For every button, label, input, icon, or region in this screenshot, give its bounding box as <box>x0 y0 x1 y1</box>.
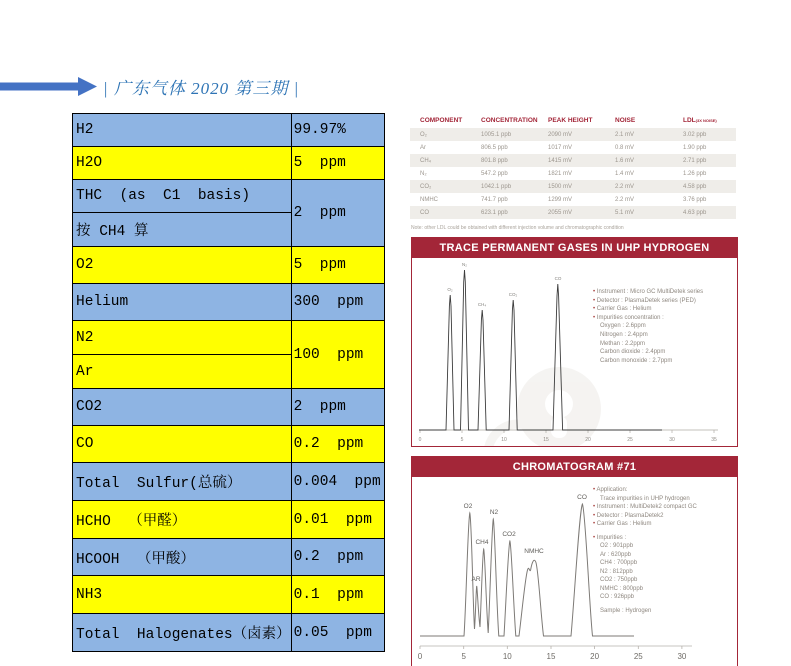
table-cell: 547.2 ppb <box>481 170 508 177</box>
axis-tick-label: 15 <box>543 437 549 443</box>
table-cell: 1.26 ppb <box>683 170 707 177</box>
spec-value-cell: 0.2 ppm <box>291 426 384 463</box>
table-row <box>410 193 736 206</box>
table-cell: NMHC <box>420 196 438 203</box>
axis-tick-label: 20 <box>590 652 600 661</box>
table-row <box>410 154 736 167</box>
bullet-item: • Instrument : MultiDetek2 compact GC <box>593 503 697 512</box>
peak-label: CO <box>577 494 587 501</box>
bullet-item: Methan : 2.2ppm <box>600 340 646 347</box>
table-cell: O₂ <box>420 131 427 138</box>
spec-row <box>73 614 385 652</box>
bullet-item: O2 : 901ppb <box>600 543 634 549</box>
column-header: LDL(3X NOISE) <box>683 116 717 124</box>
spec-row <box>73 539 385 576</box>
axis-tick-label: 5 <box>461 652 466 661</box>
bullet-item: • Application: <box>593 486 697 495</box>
table-cell: 1299 mV <box>548 196 573 203</box>
bullet-item: CH4 : 700ppb <box>600 560 638 566</box>
axis-tick-label: 20 <box>585 437 591 443</box>
spec-row <box>73 426 385 463</box>
column-header: NOISE <box>615 116 636 124</box>
spec-value-cell: 5 ppm <box>291 247 384 284</box>
table-cell: 1821 mV <box>548 170 573 177</box>
axis-tick-label: 0 <box>417 652 423 661</box>
spec-value-cell: 5 ppm <box>291 147 384 180</box>
bullet-item: • Detector : PlasmaDetek2 <box>593 512 697 521</box>
table-row <box>410 141 736 154</box>
spec-value-cell: 100 ppm <box>291 321 384 389</box>
table-row <box>410 180 736 193</box>
spec-component-cell: H2 <box>73 114 292 147</box>
bullet-item: Ar : 620ppb <box>600 551 632 558</box>
spec-row <box>73 247 385 284</box>
table-cell: 1500 mV <box>548 183 573 190</box>
spec-component-cell: CO2 <box>73 389 292 426</box>
table-cell: 1005.1 ppb <box>481 131 512 138</box>
bullet-item: Nitrogen : 2.4ppm <box>600 331 648 338</box>
axis-tick-label: 10 <box>502 652 512 661</box>
peak-label: O2 <box>463 503 473 510</box>
spec-component-cell: THC (as C1 basis) <box>73 180 292 213</box>
axis-tick-label: 25 <box>627 437 633 443</box>
peak-label: CO2 <box>502 531 516 538</box>
spec-component-cell: Total Halogenates（卤素） <box>73 614 292 652</box>
bullet-item: NMHC : 800ppb <box>600 585 644 592</box>
axis-tick-label: 5 <box>460 437 464 443</box>
table-cell: 806.5 ppb <box>481 144 508 151</box>
bullet-item: N2 : 812ppb <box>600 568 633 575</box>
spec-value-cell: 2 ppm <box>291 180 384 247</box>
spec-component-cell: Total Sulfur(总硫） <box>73 463 292 501</box>
bullet-item: • Detector : PlasmaDetek series (PED) <box>593 297 703 306</box>
table-cell: N₂ <box>420 170 427 177</box>
axis-tick-label: 35 <box>711 437 717 443</box>
table-cell: CO₂ <box>420 183 432 190</box>
table-cell: 2.1 mV <box>615 131 635 138</box>
spec-row <box>73 114 385 147</box>
table-cell: 1415 mV <box>548 157 573 164</box>
bullet-item: • Impurities : <box>593 534 697 543</box>
spec-row <box>73 321 385 355</box>
spec-value-cell: 2 ppm <box>291 389 384 426</box>
spec-component-cell: CO <box>73 426 292 463</box>
spec-value-cell: 300 ppm <box>291 284 384 321</box>
spec-component-cell: N2 <box>73 321 292 355</box>
spec-value-cell: 99.97% <box>291 114 384 147</box>
peak-label: NMHC <box>524 548 544 555</box>
table-cell: 3.76 ppb <box>683 196 707 203</box>
bullet-item: Oxygen : 2.6ppm <box>600 323 646 330</box>
axis-tick-label: 30 <box>677 652 687 661</box>
spec-component-cell: HCHO （甲醛） <box>73 501 292 539</box>
column-header: COMPONENT <box>420 116 463 124</box>
datasheet-header-row <box>410 112 736 128</box>
table-cell: 623.1 ppb <box>481 209 508 216</box>
table-cell: 1.90 ppb <box>683 144 707 151</box>
spec-value-cell: 0.05 ppm <box>291 614 384 652</box>
table-row <box>410 206 736 219</box>
datasheet-table <box>410 112 736 219</box>
table-cell: 741.7 ppb <box>481 196 508 203</box>
peak-label: AR <box>471 576 481 583</box>
spec-component-cell: Helium <box>73 284 292 321</box>
column-header: CONCENTRATION <box>481 116 538 124</box>
spec-row <box>73 576 385 614</box>
bullet-item: Carbon dioxide : 2.4ppm <box>600 349 666 356</box>
spec-value-cell: 0.1 ppm <box>291 576 384 614</box>
spec-value-cell: 0.004 ppm <box>291 463 384 501</box>
spec-row <box>73 463 385 501</box>
peak-label: CH4 <box>475 539 489 546</box>
spec-row <box>73 147 385 180</box>
table-cell: 0.8 mV <box>615 144 635 151</box>
table-cell: 4.58 ppb <box>683 183 707 190</box>
table-cell: Ar <box>420 144 426 151</box>
table-cell: 1.6 mV <box>615 157 635 164</box>
peak-label: CO₂ <box>508 292 518 297</box>
panel-chromatogram-71 <box>411 456 738 666</box>
spec-component-cell: 按 CH4 算 <box>73 213 292 247</box>
table-cell: CO <box>420 209 429 216</box>
peak-label: N2 <box>489 509 499 516</box>
table-cell: 2090 mV <box>548 131 573 138</box>
table-row <box>410 167 736 180</box>
spec-component-cell: Ar <box>73 355 292 389</box>
watermark-icon <box>488 367 601 446</box>
axis-tick-label: 25 <box>633 652 643 661</box>
spec-value-cell: 0.01 ppm <box>291 501 384 539</box>
table-row <box>410 128 736 141</box>
bullet-item: CO : 926ppb <box>600 594 635 600</box>
spec-row <box>73 501 385 539</box>
table-cell: 5.1 mV <box>615 209 635 216</box>
peak-label: CO <box>554 276 562 281</box>
spec-row <box>73 389 385 426</box>
table-cell: 4.63 ppb <box>683 209 707 216</box>
page-title: | 广东气体 2020 第三期 | <box>103 79 300 98</box>
banner-title: CHROMATOGRAM #71 <box>412 457 737 477</box>
spec-row <box>73 284 385 321</box>
table-cell: CH₄ <box>420 157 432 164</box>
table-cell: 2.2 mV <box>615 196 635 203</box>
bullet-list <box>593 486 697 615</box>
axis-tick-label: 10 <box>501 437 507 443</box>
table-cell: 1042.1 ppb <box>481 183 512 190</box>
spec-component-cell: NH3 <box>73 576 292 614</box>
table-cell: 3.02 ppb <box>683 131 707 138</box>
bullet-item: • Carrier Gas : Helium <box>593 305 703 314</box>
bullet-item: Trace impurities in UHP hydrogen <box>600 495 690 502</box>
spec-value-cell: 0.2 ppm <box>291 539 384 576</box>
bullet-item: • Instrument : Micro GC MultiDetek series <box>593 288 703 297</box>
table-cell: 2.2 mV <box>615 183 635 190</box>
table-cell: 1017 mV <box>548 144 573 151</box>
bullet-list <box>593 288 703 365</box>
table-cell: 1.4 mV <box>615 170 635 177</box>
axis-tick-label: 30 <box>669 437 675 443</box>
spec-component-cell: H2O <box>73 147 292 180</box>
bullet-item: • Impurities concentration : <box>593 314 703 323</box>
table-cell: 801.8 ppb <box>481 157 508 164</box>
bullet-item: • Carrier Gas : Helium <box>593 520 697 529</box>
axis-tick-label: 15 <box>546 652 556 661</box>
peak-label: CH₄ <box>477 302 487 307</box>
column-header: PEAK HEIGHT <box>548 116 593 124</box>
spec-row <box>73 180 385 213</box>
spec-table <box>72 113 385 652</box>
peak-label: O₂ <box>447 287 453 292</box>
axis-tick-label: 0 <box>418 437 422 443</box>
table-cell: 2.71 ppb <box>683 157 707 164</box>
peak-label: N₂ <box>462 262 467 267</box>
datasheet-note: Note: other LDL could be obtained with different injection volume and chromatographic condition <box>411 225 624 231</box>
bullet-item: Carbon monoxide : 2.7ppm <box>600 357 673 364</box>
spec-component-cell: O2 <box>73 247 292 284</box>
bullet-item: CO2 : 750ppb <box>600 577 638 583</box>
banner-title: TRACE PERMANENT GASES IN UHP HYDROGEN <box>412 238 737 258</box>
spec-component-cell: HCOOH （甲酸） <box>73 539 292 576</box>
table-cell: 2055 mV <box>548 209 573 216</box>
panel-trace-permanent-gases <box>411 237 738 447</box>
header-arrow-icon <box>0 77 97 96</box>
bullet-item: Sample : Hydrogen <box>600 607 652 614</box>
